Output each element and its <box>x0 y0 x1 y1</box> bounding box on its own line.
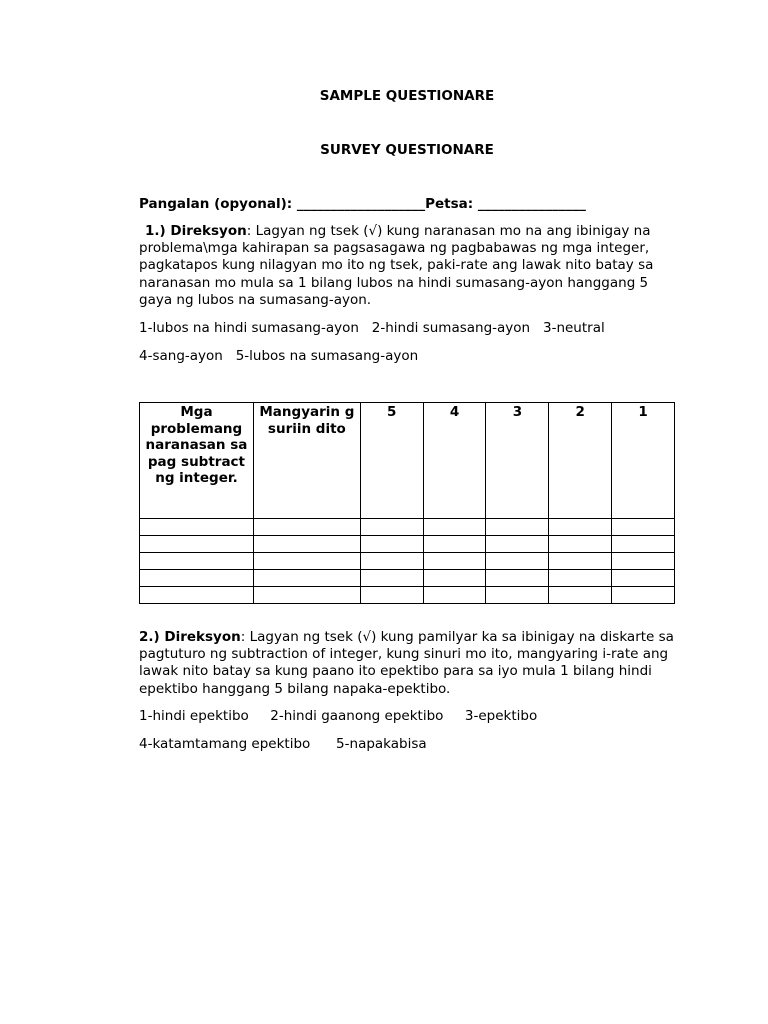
table-cell[interactable] <box>140 587 254 604</box>
header-review: Mangyarin g suriin dito <box>253 403 360 519</box>
table-cell[interactable] <box>486 536 549 553</box>
table-cell[interactable] <box>360 519 423 536</box>
table-cell[interactable] <box>253 536 360 553</box>
rating-table <box>139 402 675 604</box>
table-cell[interactable] <box>612 519 675 536</box>
name-date-line <box>139 196 586 212</box>
table-cell[interactable] <box>253 553 360 570</box>
table-cell[interactable] <box>486 570 549 587</box>
table-cell[interactable] <box>360 570 423 587</box>
table-cell[interactable] <box>423 553 486 570</box>
table-cell[interactable] <box>486 519 549 536</box>
table-row <box>140 570 675 587</box>
table-cell[interactable] <box>140 536 254 553</box>
table-cell[interactable] <box>549 587 612 604</box>
table-cell[interactable] <box>423 587 486 604</box>
table-cell[interactable] <box>140 519 254 536</box>
section1-directions <box>139 223 679 309</box>
table-cell[interactable] <box>253 519 360 536</box>
date-blank: ________________ <box>477 196 586 212</box>
header-problems: Mga problemang naranasan sa pag subtract ng integer. <box>140 403 254 519</box>
section2-text: : Lagyan ng tsek (√) kung pamilyar ka sa ibinigay na diskarte sa pagtuturo ng subtraction of integer, kung sinuri mo ito, mangyaring i-rate ang lawak nito batay sa kung paano ito epektibo para sa iyo mula 1 bilang hindi epektibo hanggang 5 bilang napaka-epektibo. <box>139 629 674 697</box>
table-row <box>140 553 675 570</box>
date-label: Petsa: <box>425 196 478 212</box>
table-cell[interactable] <box>549 536 612 553</box>
document-subtitle: SURVEY QUESTIONARE <box>320 142 494 158</box>
table-cell[interactable] <box>423 519 486 536</box>
table-cell[interactable] <box>549 553 612 570</box>
header-rating-5: 5 <box>360 403 423 519</box>
section2-heading: 2.) Direksyon <box>139 629 241 645</box>
table-cell[interactable] <box>423 570 486 587</box>
table-row <box>140 587 675 604</box>
section1-heading: 1.) Direksyon <box>145 223 247 239</box>
table-row <box>140 536 675 553</box>
table-cell[interactable] <box>612 570 675 587</box>
table-cell[interactable] <box>612 587 675 604</box>
table-cell[interactable] <box>423 536 486 553</box>
section1-scale-row2: 4-sang-ayon 5-lubos na sumasang-ayon <box>139 348 419 364</box>
section1-text: : Lagyan ng tsek (√) kung naranasan mo na ang ibinigay na problema\mga kahirapan sa pagsasagawa ng pagbabawas ng mga integer, pagkatapos kung nilagyan mo ito ng tsek, paki-rate ang lawak nito batay sa naranasan mo mula sa 1 bilang lubos na hindi sumasang-ayon hanggang 5 gaya ng lubos na sumasang-ayon. <box>139 223 654 308</box>
table-cell[interactable] <box>549 519 612 536</box>
section2-scale-row1: 1-hindi epektibo 2-hindi gaanong epektibo 3-epektibo <box>139 708 538 724</box>
table-cell[interactable] <box>360 587 423 604</box>
table-cell[interactable] <box>486 553 549 570</box>
header-rating-1: 1 <box>612 403 675 519</box>
header-rating-2: 2 <box>549 403 612 519</box>
table-cell[interactable] <box>360 553 423 570</box>
section1-scale-row1: 1-lubos na hindi sumasang-ayon 2-hindi sumasang-ayon 3-neutral <box>139 320 605 336</box>
name-blank: ___________________ <box>296 196 426 212</box>
section2-directions <box>139 629 679 698</box>
table-header-row <box>140 403 675 519</box>
header-rating-4: 4 <box>423 403 486 519</box>
table-cell[interactable] <box>253 570 360 587</box>
table-cell[interactable] <box>360 536 423 553</box>
table-cell[interactable] <box>140 570 254 587</box>
document-title: SAMPLE QUESTIONARE <box>319 88 495 104</box>
table-cell[interactable] <box>612 553 675 570</box>
table-cell[interactable] <box>253 587 360 604</box>
table-cell[interactable] <box>486 587 549 604</box>
header-rating-3: 3 <box>486 403 549 519</box>
table-cell[interactable] <box>140 553 254 570</box>
table-cell[interactable] <box>549 570 612 587</box>
name-label: Pangalan (opyonal): <box>139 196 297 212</box>
section2-scale-row2: 4-katamtamang epektibo 5-napakabisa <box>139 736 427 752</box>
table-cell[interactable] <box>612 536 675 553</box>
table-row <box>140 519 675 536</box>
